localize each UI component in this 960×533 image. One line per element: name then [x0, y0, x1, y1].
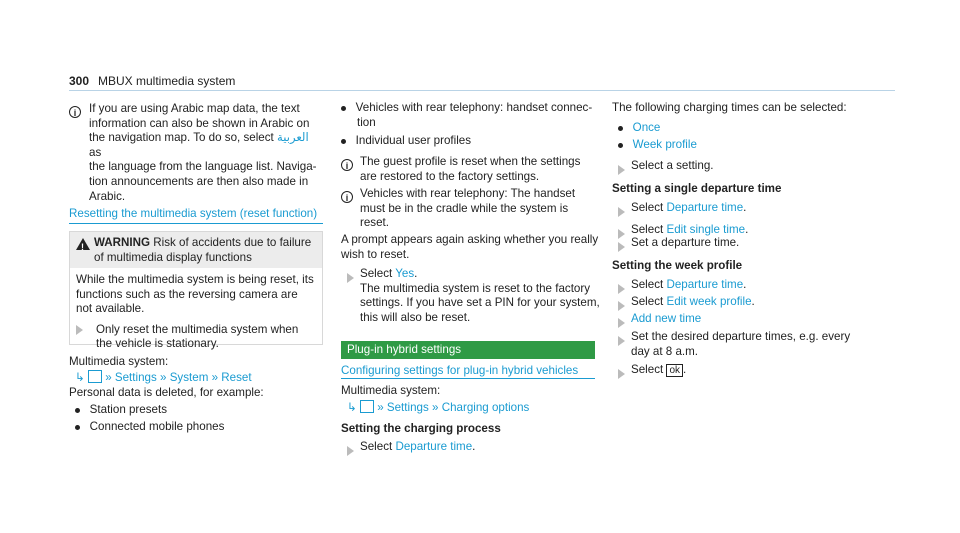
step-arrow-icon — [618, 239, 625, 257]
warning-header — [70, 232, 322, 268]
warning-line: not available. — [76, 302, 145, 316]
warning-line: functions such as the reversing camera are — [76, 287, 298, 301]
add-new-time-link[interactable]: Add new time — [631, 312, 702, 325]
step-arrow-icon — [618, 281, 625, 299]
personal-data-text: Personal data is deleted, for example: — [69, 386, 264, 399]
step-text: Select — [631, 201, 664, 214]
ok-button[interactable]: ok — [666, 364, 683, 377]
step-arrow-icon — [618, 333, 625, 351]
warning-head-row — [76, 236, 316, 265]
step-arrow-icon — [618, 204, 625, 222]
bullet-icon — [75, 408, 80, 413]
chevron-icon: » — [105, 371, 112, 384]
list-text: Station presets — [89, 403, 168, 416]
note-line: tion announcements are then also made in — [89, 174, 309, 188]
nav-intro: Multimedia system: — [341, 384, 441, 397]
step-text: Select a setting. — [631, 159, 714, 172]
warning-head-text — [94, 236, 311, 265]
sub-heading: Setting a single departure time — [612, 182, 782, 195]
band-title: Plug-in hybrid settings — [347, 343, 462, 356]
guest-note — [360, 155, 580, 184]
header-rule — [69, 90, 895, 91]
warning-box — [69, 231, 323, 351]
prompt-line: wish to reset. — [341, 247, 410, 261]
note-text: as — [89, 145, 102, 159]
step-text: Set a departure time. — [631, 236, 740, 249]
list-text: Vehicles with rear telephony: handset connec- — [355, 101, 593, 114]
step-text: Select — [631, 223, 664, 236]
handset-note — [360, 187, 575, 231]
nav-path-charging — [347, 400, 529, 415]
step-line: Select Departure time. — [631, 278, 747, 291]
step-line: Select Departure time. — [631, 201, 747, 214]
bullet-icon — [618, 126, 623, 131]
note-line: the language from the language list. Naviga- — [89, 160, 317, 174]
step-line: Select Edit single time. — [631, 223, 749, 236]
step-text: Select — [360, 440, 393, 453]
departure-time-link[interactable]: Departure time — [395, 440, 473, 453]
list-item — [75, 420, 224, 435]
prompt-text — [341, 233, 598, 262]
nav-settings[interactable]: Settings — [386, 401, 429, 414]
nav-settings[interactable]: Settings — [114, 371, 157, 384]
step-text: Select — [631, 363, 664, 376]
note-line: Arabic. — [89, 189, 126, 203]
warning-action-text — [96, 323, 298, 352]
chevron-icon: » — [211, 371, 219, 384]
nav-arrow-icon: ↳ — [75, 371, 85, 384]
list-item — [618, 121, 660, 136]
prompt-line: A prompt appears again asking whether you really — [341, 233, 599, 246]
list-text-cont: tion — [357, 116, 376, 129]
chevron-icon: » — [377, 401, 384, 414]
step-line: Set the desired departure times, e.g. every — [631, 330, 851, 343]
nav-charging-options[interactable]: Charging options — [441, 401, 530, 414]
warning-line: While the multimedia system is being reset, its — [76, 273, 314, 286]
step-line: Select ok . — [631, 363, 687, 376]
list-item — [341, 101, 592, 116]
warning-action — [70, 317, 322, 352]
list-item — [75, 403, 167, 418]
step-arrow-icon — [618, 162, 625, 180]
action-line: the vehicle is stationary. — [96, 337, 219, 351]
section-title-reset: Resetting the multimedia system (reset function) — [69, 207, 318, 220]
section-rule — [341, 378, 595, 379]
note-line: must be in the cradle while the system is — [360, 201, 569, 215]
departure-time-link[interactable]: Departure time — [666, 278, 744, 291]
home-icon[interactable] — [360, 400, 374, 413]
step-arrow-icon — [347, 270, 354, 288]
edit-single-time-link[interactable]: Edit single time — [666, 223, 746, 236]
sub-heading: Setting the charging process — [341, 422, 501, 435]
warning-label: WARNING — [94, 236, 151, 249]
action-line: Only reset the multimedia system when — [96, 322, 299, 336]
step-text: Select — [360, 267, 393, 280]
section-rule — [69, 223, 323, 224]
arabic-option[interactable]: العربية — [277, 131, 309, 145]
step-departure: Select Departure time. — [360, 440, 476, 453]
warning-head: Risk of accidents due to failure — [153, 236, 312, 249]
note-line — [89, 131, 319, 160]
section-band — [341, 341, 595, 359]
step-arrow-icon — [347, 443, 354, 461]
chevron-icon: » — [432, 401, 439, 414]
note-line: are restored to the factory settings. — [360, 169, 540, 183]
warning-head2: of multimedia display functions — [94, 250, 252, 264]
nav-reset[interactable]: Reset — [221, 371, 252, 384]
home-icon[interactable] — [88, 370, 102, 383]
bullet-icon — [341, 106, 346, 111]
info-icon: i — [341, 188, 353, 206]
chevron-icon: » — [160, 371, 167, 384]
note-text: the navigation map. To do so, select — [89, 131, 274, 145]
list-item — [618, 138, 697, 153]
yes-option[interactable]: Yes — [395, 267, 415, 280]
step-text: Select — [631, 295, 664, 308]
step-arrow-icon — [618, 298, 625, 316]
list-text: Connected mobile phones — [89, 420, 225, 433]
nav-arrow-icon: ↳ — [347, 401, 357, 414]
list-item — [341, 134, 471, 149]
step-arrow-icon — [618, 366, 625, 384]
note-line: The guest profile is reset when the settings — [360, 155, 581, 168]
step-line: this will also be reset. — [360, 310, 471, 324]
charging-intro: The following charging times can be selected: — [612, 101, 847, 114]
list-text: Individual user profiles — [355, 134, 472, 147]
note-line: Vehicles with rear telephony: The handset — [360, 187, 576, 200]
section-title-hybrid: Configuring settings for plug-in hybrid vehicles — [341, 364, 579, 377]
step-arrow-icon — [618, 315, 625, 333]
warning-icon: ! — [76, 236, 94, 265]
arabic-note — [89, 102, 319, 204]
warning-body — [70, 268, 322, 317]
step-line: day at 8 a.m. — [631, 344, 699, 358]
step-line: The multimedia system is reset to the factory — [360, 281, 591, 295]
info-icon: i — [69, 103, 81, 121]
step-desired-times — [631, 330, 850, 359]
departure-time-link[interactable]: Departure time — [666, 201, 744, 214]
bullet-icon — [618, 143, 623, 148]
step-line: Select Edit week profile. — [631, 295, 755, 308]
nav-path-reset — [75, 370, 252, 385]
info-icon: i — [341, 156, 353, 174]
step-arrow-icon — [76, 323, 96, 352]
page-number: 300 — [69, 74, 90, 88]
step-text: Select — [631, 278, 664, 291]
note-line: If you are using Arabic map data, the text — [89, 102, 300, 115]
step-select-yes — [360, 267, 600, 325]
bullet-icon — [75, 425, 80, 430]
step-line: Select Yes. — [360, 267, 418, 280]
step-line: settings. If you have set a PIN for your system, — [360, 296, 600, 310]
option-once[interactable]: Once — [632, 121, 661, 134]
sub-heading: Setting the week profile — [612, 259, 743, 272]
note-line: information can also be shown in Arabic on — [89, 116, 310, 130]
option-week-profile[interactable]: Week profile — [632, 138, 697, 151]
nav-intro: Multimedia system: — [69, 355, 169, 368]
bullet-icon — [341, 139, 346, 144]
edit-week-profile-link[interactable]: Edit week profile — [666, 295, 752, 308]
page-title: MBUX multimedia system — [98, 74, 236, 88]
note-line: reset. — [360, 216, 389, 230]
nav-system[interactable]: System — [169, 371, 209, 384]
